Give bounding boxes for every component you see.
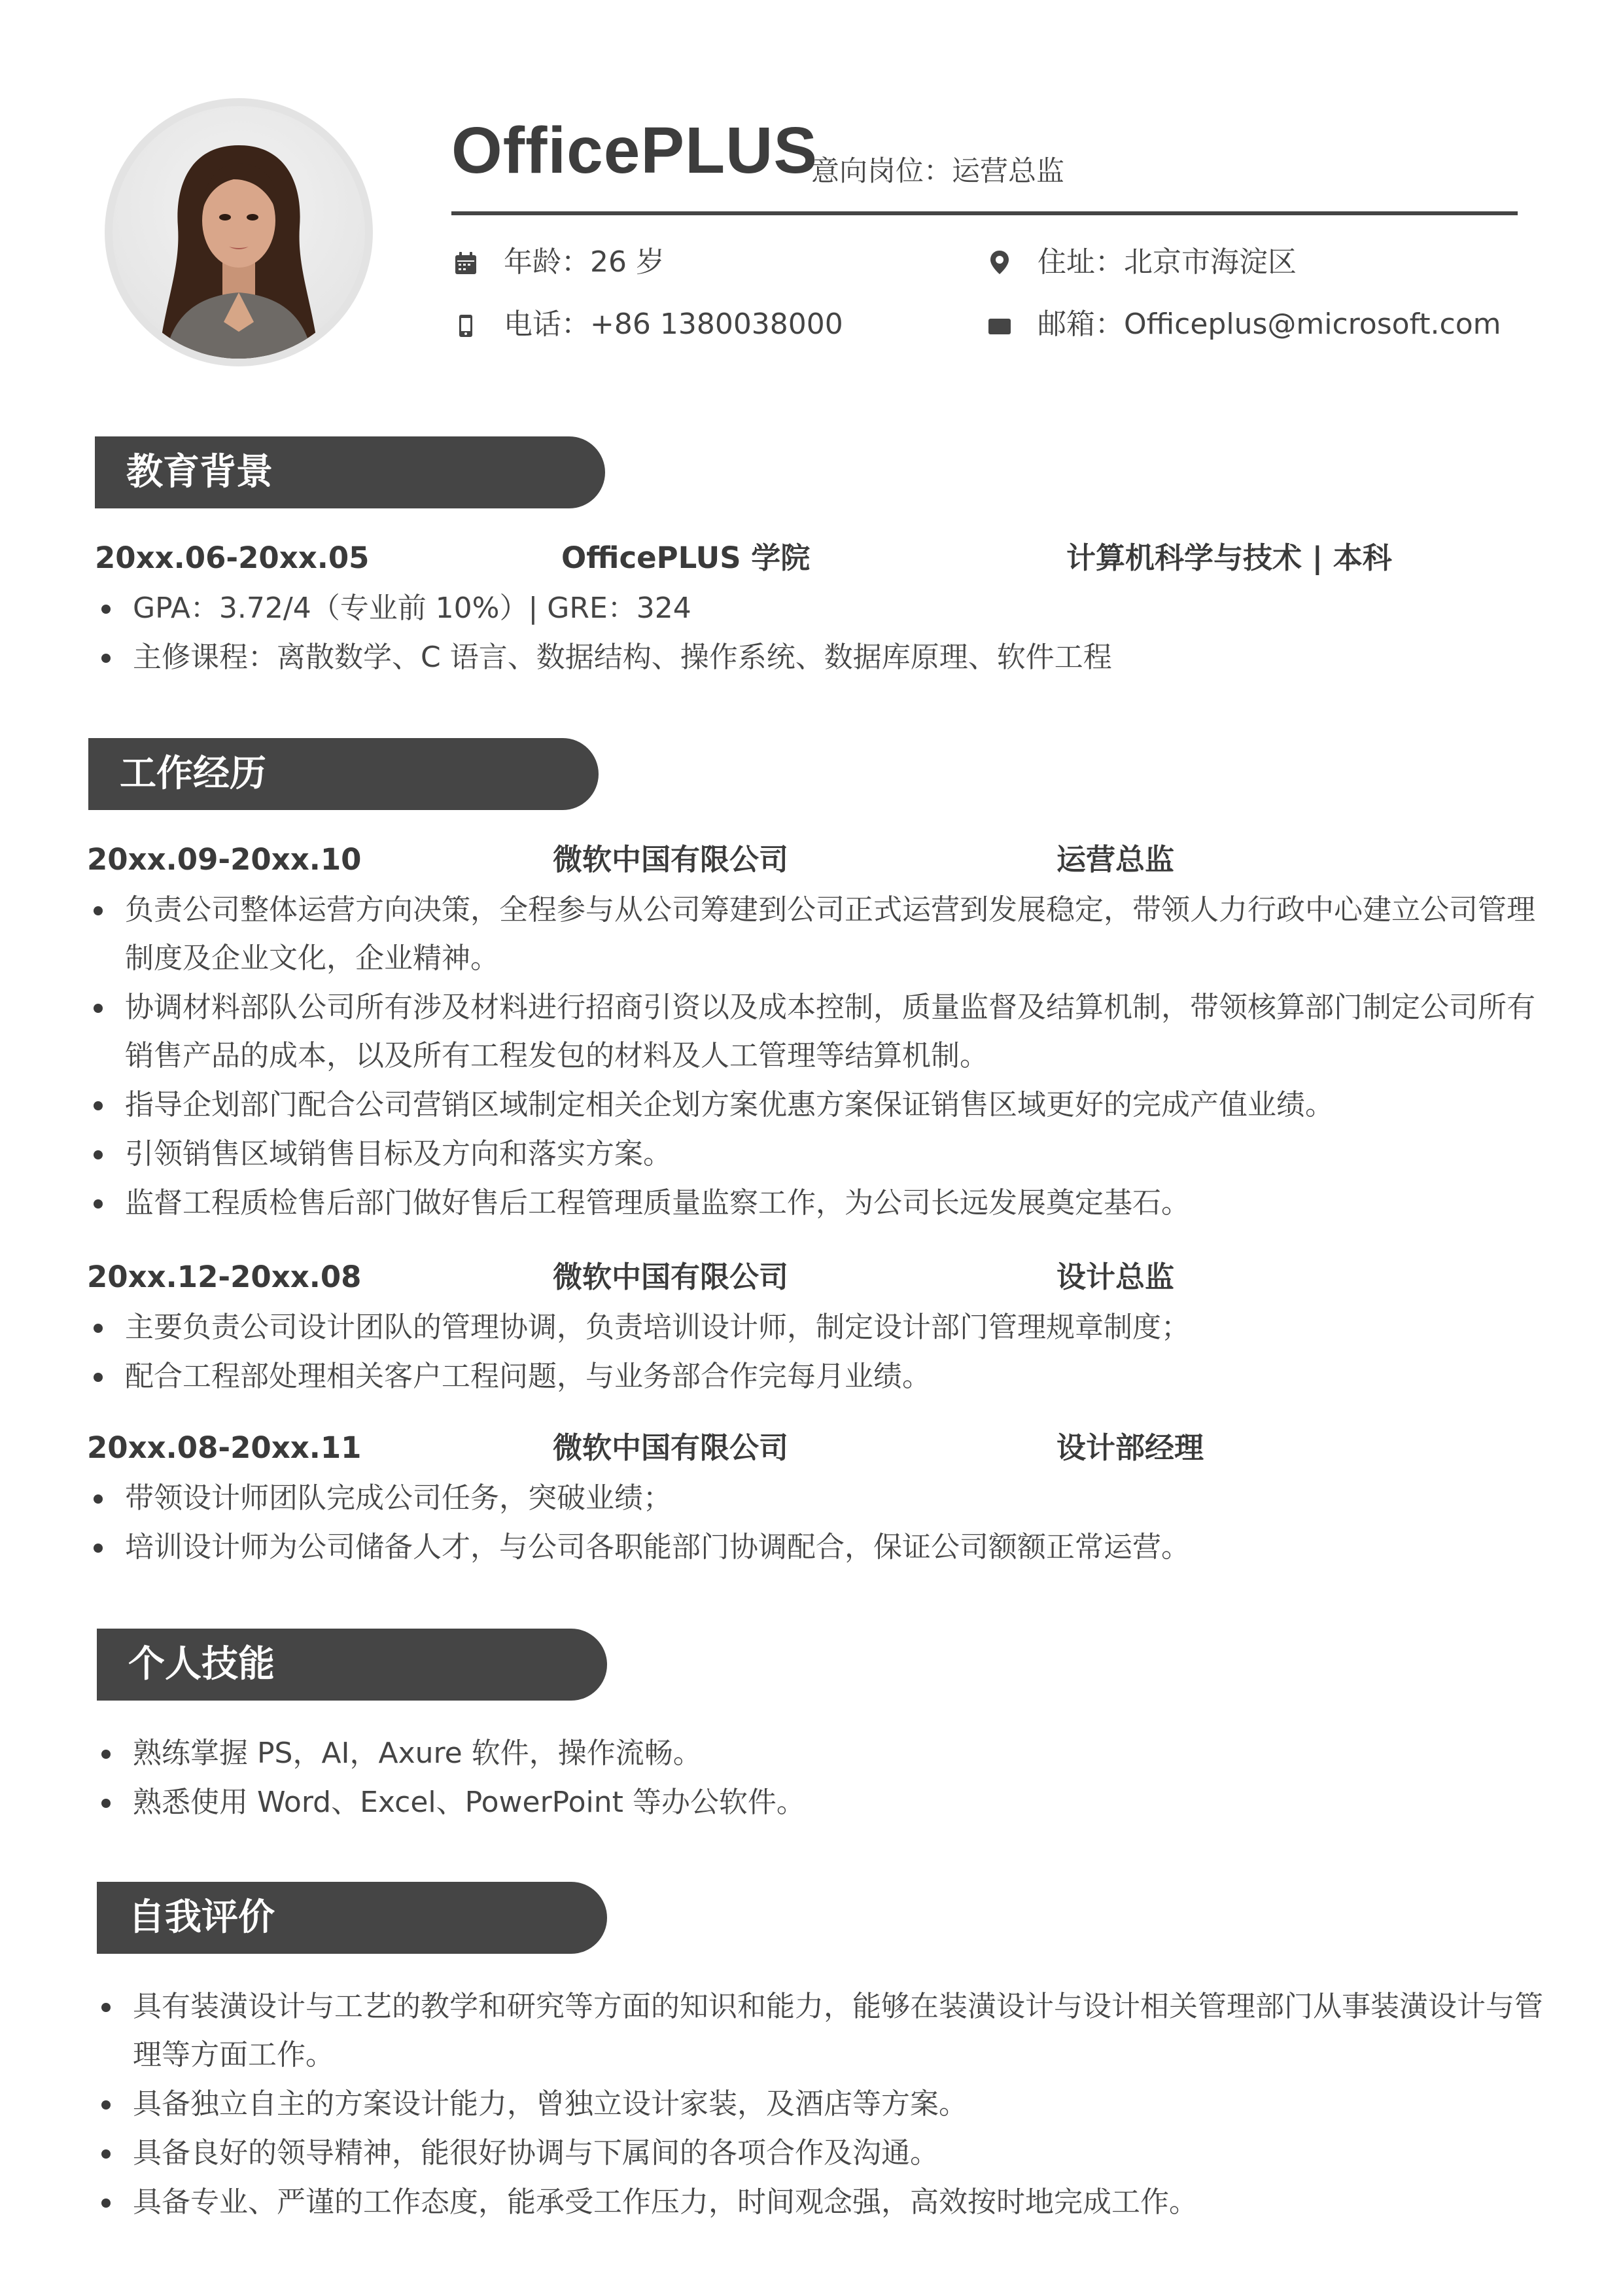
phone-info: 电话：+86 1380038000	[504, 308, 843, 341]
job-company: 微软中国有限公司	[553, 842, 789, 877]
section-header-skills: 个人技能	[97, 1629, 607, 1701]
job-bullet: 培训设计师为公司储备人才，与公司各职能部门协调配合，保证公司额额正常运营。	[87, 1523, 1546, 1572]
job-company: 微软中国有限公司	[553, 1260, 789, 1294]
avatar	[105, 98, 373, 366]
portrait-image	[113, 106, 365, 359]
intended-position: 意向岗位：运营总监	[811, 155, 1064, 188]
job-bullet: 指导企划部门配合公司营销区域制定相关企划方案优惠方案保证销售区域更好的完成产值业绩。	[87, 1081, 1546, 1129]
section-header-education: 教育背景	[95, 436, 605, 508]
job-date: 20xx.09-20xx.10	[87, 842, 362, 877]
education-major: 计算机科学与技术 | 本科	[1066, 540, 1392, 575]
calendar-icon	[453, 251, 479, 277]
email-info: 邮箱：Officeplus@microsoft.com	[1038, 308, 1501, 341]
mail-icon	[986, 313, 1013, 339]
candidate-name: OfficePLUS	[451, 114, 818, 187]
job-bullet: 监督工程质检售后部门做好售后工程管理质量监察工作，为公司长远发展奠定基石。	[87, 1179, 1546, 1227]
skill-bullet: 熟练掌握 PS，AI，Axure 软件，操作流畅。	[95, 1729, 1534, 1778]
job-date: 20xx.08-20xx.11	[87, 1430, 362, 1465]
job-bullet: 协调材料部队公司所有涉及材料进行招商引资以及成本控制，质量监督及结算机制，带领核算部门制定公司所有销售产品的成本，以及所有工程发包的材料及人工管理等结算机制。	[87, 983, 1546, 1080]
job-bullet: 引领销售区域销售目标及方向和落实方案。	[87, 1130, 1546, 1178]
education-bullet: GPA：3.72/4（专业前 10%）| GRE：324	[95, 584, 1534, 633]
header-divider	[451, 211, 1518, 215]
job-date: 20xx.12-20xx.08	[87, 1260, 362, 1294]
job-company: 微软中国有限公司	[553, 1430, 789, 1465]
job-role: 设计总监	[1056, 1260, 1175, 1294]
evaluation-bullet: 具备专业、严谨的工作态度，能承受工作压力，时间观念强，高效按时地完成工作。	[95, 2178, 1554, 2227]
education-bullet: 主修课程：离散数学、C 语言、数据结构、操作系统、数据库原理、软件工程	[95, 633, 1534, 682]
evaluation-bullet: 具有装潢设计与工艺的教学和研究等方面的知识和能力，能够在装潢设计与设计相关管理部门从事装潢设计与管理等方面工作。	[95, 1983, 1554, 2079]
age-info: 年龄：26 岁	[504, 245, 665, 279]
job-bullet: 负责公司整体运营方向决策，全程参与从公司筹建到公司正式运营到发展稳定，带领人力行政中心建立公司管理制度及企业文化，企业精神。	[87, 886, 1546, 983]
evaluation-bullet: 具备良好的领导精神，能很好协调与下属间的各项合作及沟通。	[95, 2129, 1554, 2178]
section-header-evaluation: 自我评价	[97, 1882, 607, 1954]
skill-bullet: 熟悉使用 Word、Excel、PowerPoint 等办公软件。	[95, 1778, 1534, 1827]
job-role: 设计部经理	[1056, 1430, 1204, 1465]
job-bullet: 配合工程部处理相关客户工程问题，与业务部合作完每月业绩。	[87, 1352, 1546, 1401]
evaluation-bullet: 具备独立自主的方案设计能力，曾独立设计家装，及酒店等方案。	[95, 2080, 1554, 2128]
address-info: 住址：北京市海淀区	[1038, 245, 1297, 279]
education-date: 20xx.06-20xx.05	[95, 540, 370, 575]
job-bullet: 主要负责公司设计团队的管理协调，负责培训设计师，制定设计部门管理规章制度；	[87, 1303, 1546, 1352]
phone-icon	[453, 313, 479, 339]
education-school: OfficePLUS 学院	[561, 540, 811, 575]
profile-photo	[113, 106, 365, 359]
job-role: 运营总监	[1056, 842, 1175, 877]
section-header-work: 工作经历	[88, 738, 599, 810]
location-pin-icon	[986, 249, 1013, 275]
job-bullet: 带领设计师团队完成公司任务，突破业绩；	[87, 1474, 1546, 1523]
